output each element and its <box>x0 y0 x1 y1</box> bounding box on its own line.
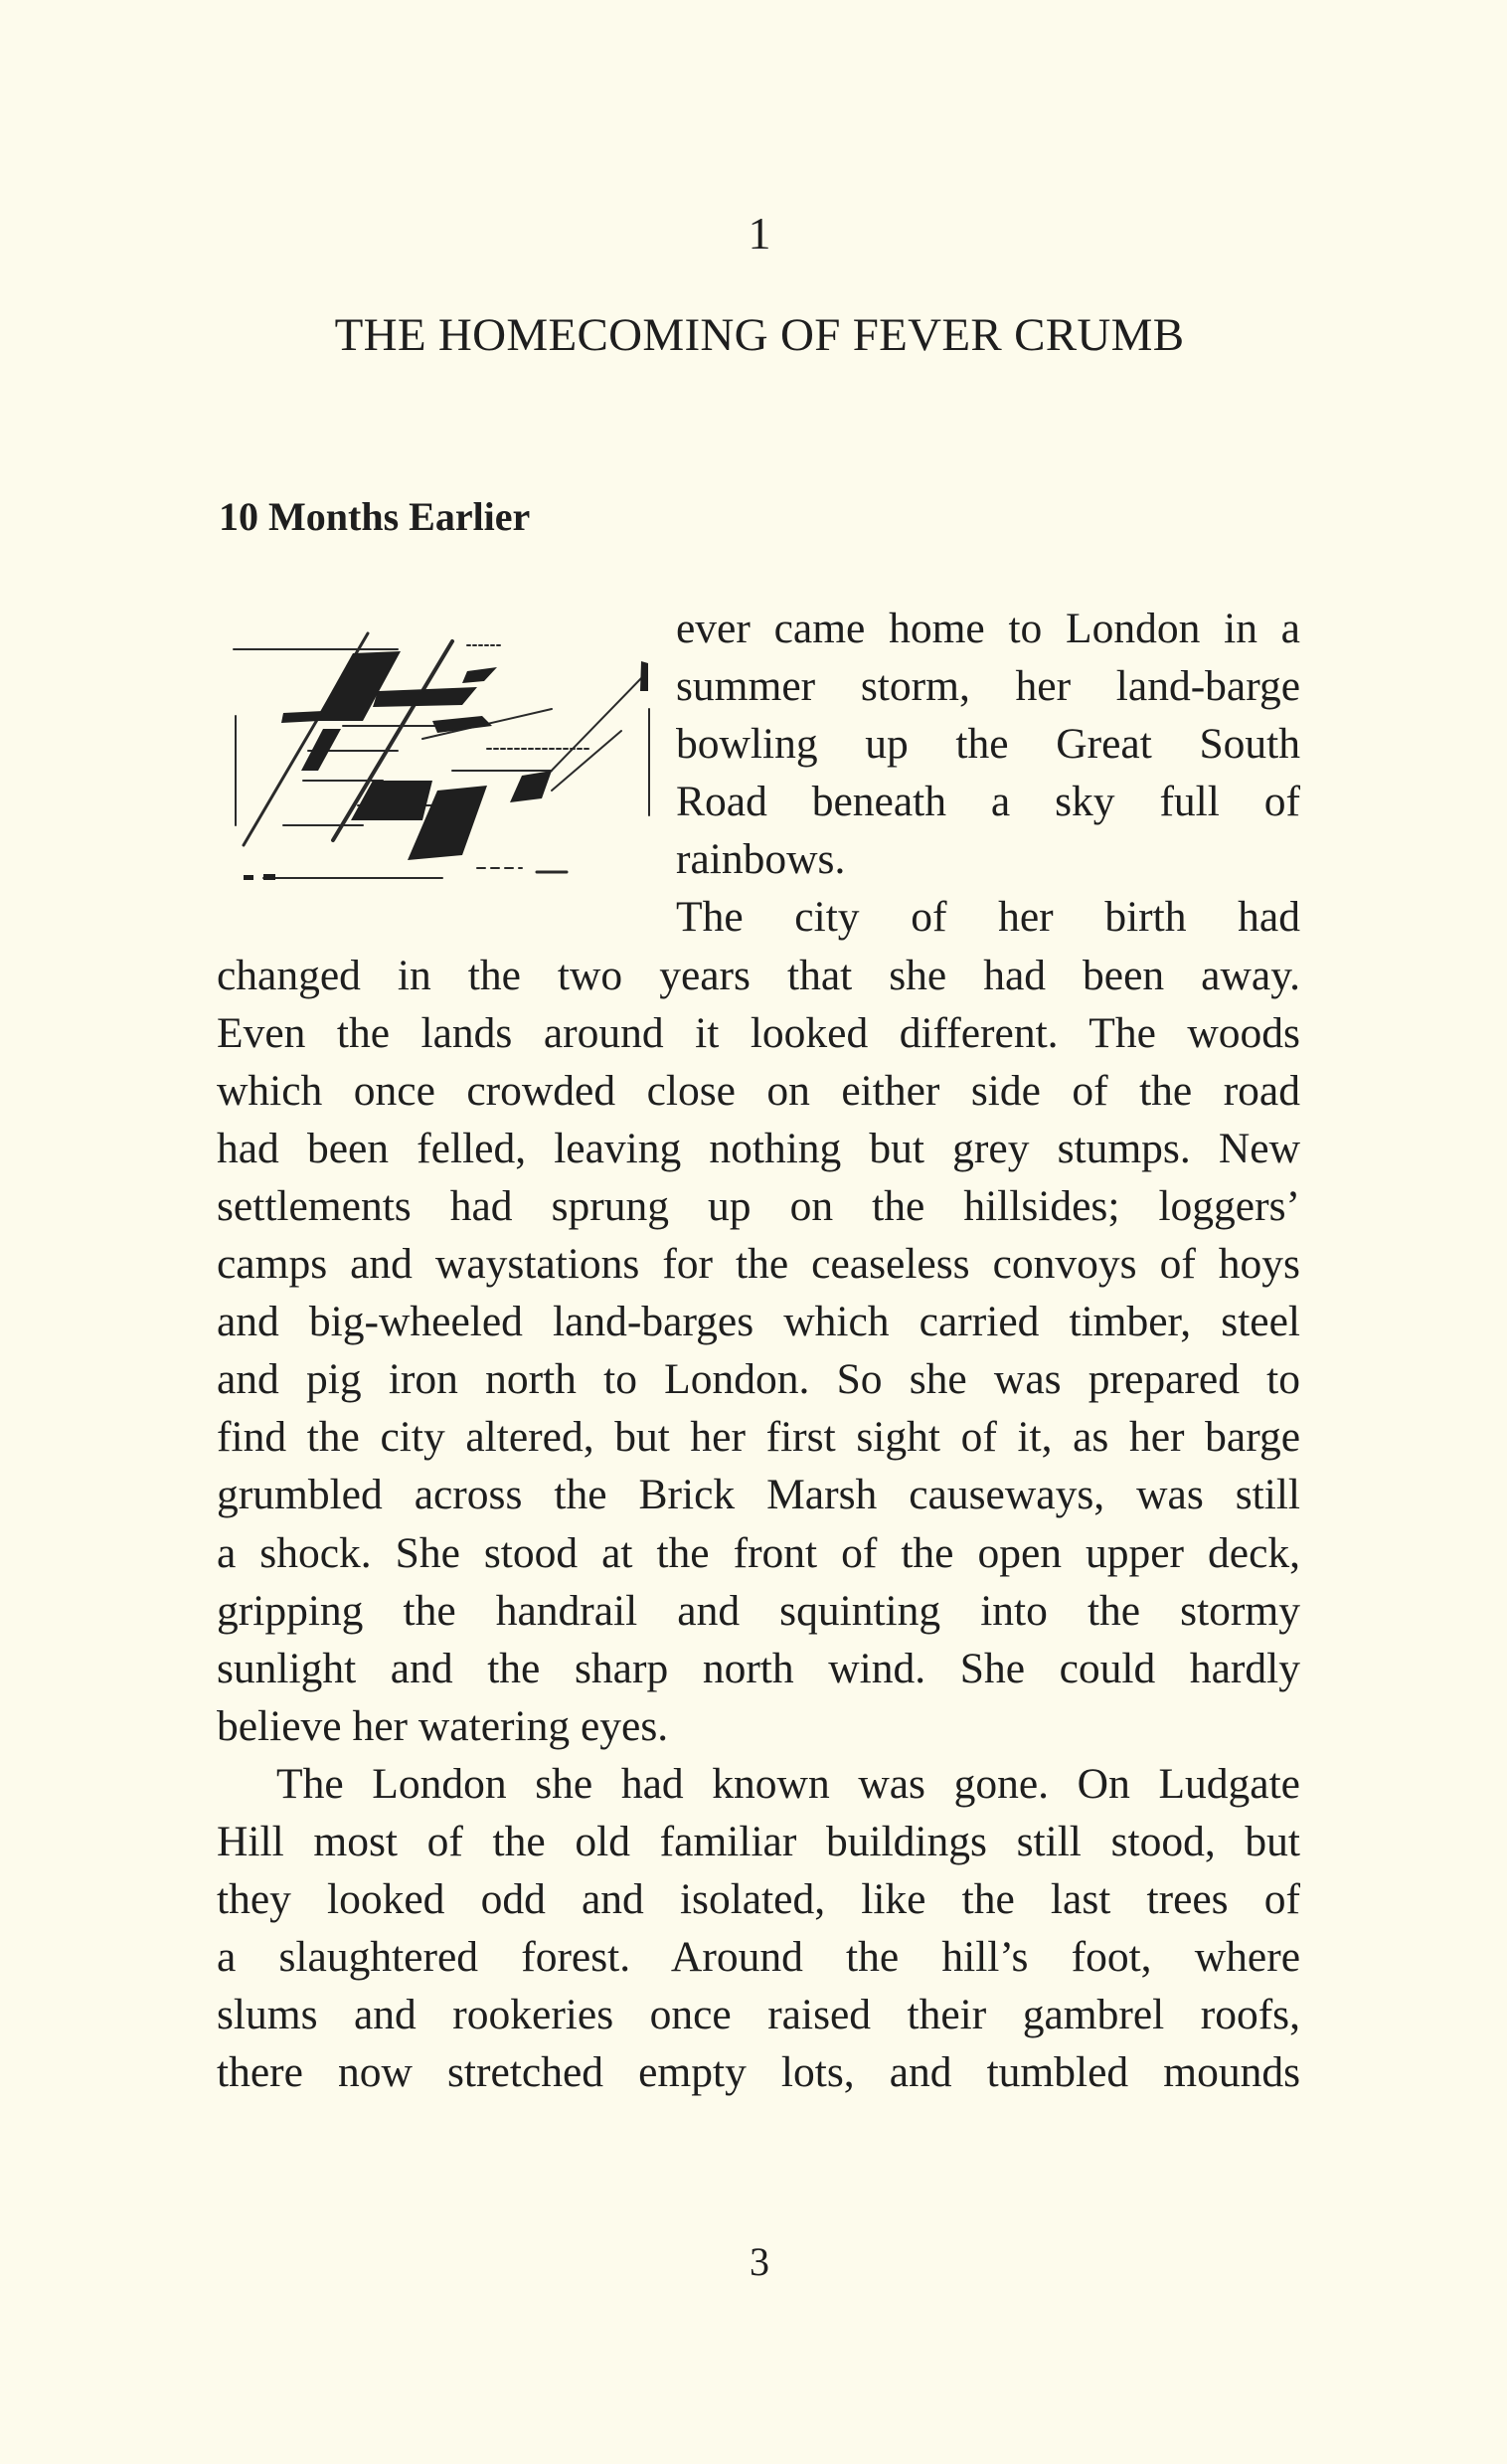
body-line: The London she had known was gone. On Ludgate <box>276 1759 1300 1808</box>
body-line: bowling up the Great South <box>676 720 1300 769</box>
body-line: gripping the handrail and squinting into the stormy <box>217 1586 1300 1635</box>
body-line: had been felled, leaving nothing but grey stumps. New <box>217 1124 1300 1172</box>
body-line: slums and rookeries once raised their gambrel roofs, <box>217 1991 1300 2039</box>
body-line: Road beneath a sky full of <box>676 778 1300 826</box>
body-line: there now stretched empty lots, and tumbled mounds <box>217 2048 1300 2097</box>
body-line: they looked odd and isolated, like the last trees of <box>217 1875 1300 1924</box>
body-line: a shock. She stood at the front of the open upper deck, <box>217 1528 1300 1577</box>
body-line: believe her watering eyes. <box>217 1701 669 1750</box>
section-heading: 10 Months Earlier <box>219 494 531 539</box>
body-line: rainbows. <box>676 835 846 884</box>
body-line: Even the lands around it looked different. The woods <box>217 1008 1300 1057</box>
body-line: and big-wheeled land-barges which carried timber, steel <box>217 1298 1300 1346</box>
body-line: camps and waystations for the ceaseless convoys of hoys <box>217 1240 1300 1289</box>
chapter-number: 1 <box>748 208 771 259</box>
body-line: The city of her birth had <box>676 893 1300 942</box>
body-line: sunlight and the sharp north wind. She could hardly <box>217 1644 1300 1692</box>
body-line: summer storm, her land-barge <box>676 662 1300 711</box>
body-line: find the city altered, but her first sight of it, as her barge <box>217 1413 1300 1462</box>
body-line: Hill most of the old familiar buildings still stood, but <box>217 1817 1300 1865</box>
body-line: settlements had sprung up on the hillsides; loggers’ <box>217 1181 1300 1230</box>
body-line: a slaughtered forest. Around the hill’s foot, where <box>217 1933 1300 1982</box>
chapter-title: THE HOMECOMING OF FEVER CRUMB <box>334 309 1185 361</box>
body-line: and pig iron north to London. So she was prepared to <box>217 1355 1300 1404</box>
body-line: changed in the two years that she had been away. <box>217 951 1300 999</box>
page-number: 3 <box>750 2239 769 2284</box>
body-line: ever came home to London in a <box>676 605 1300 652</box>
body-line: grumbled across the Brick Marsh causeways, was still <box>217 1471 1300 1519</box>
body-line: which once crowded close on either side of the road <box>217 1066 1300 1115</box>
body-text <box>217 600 1300 2101</box>
